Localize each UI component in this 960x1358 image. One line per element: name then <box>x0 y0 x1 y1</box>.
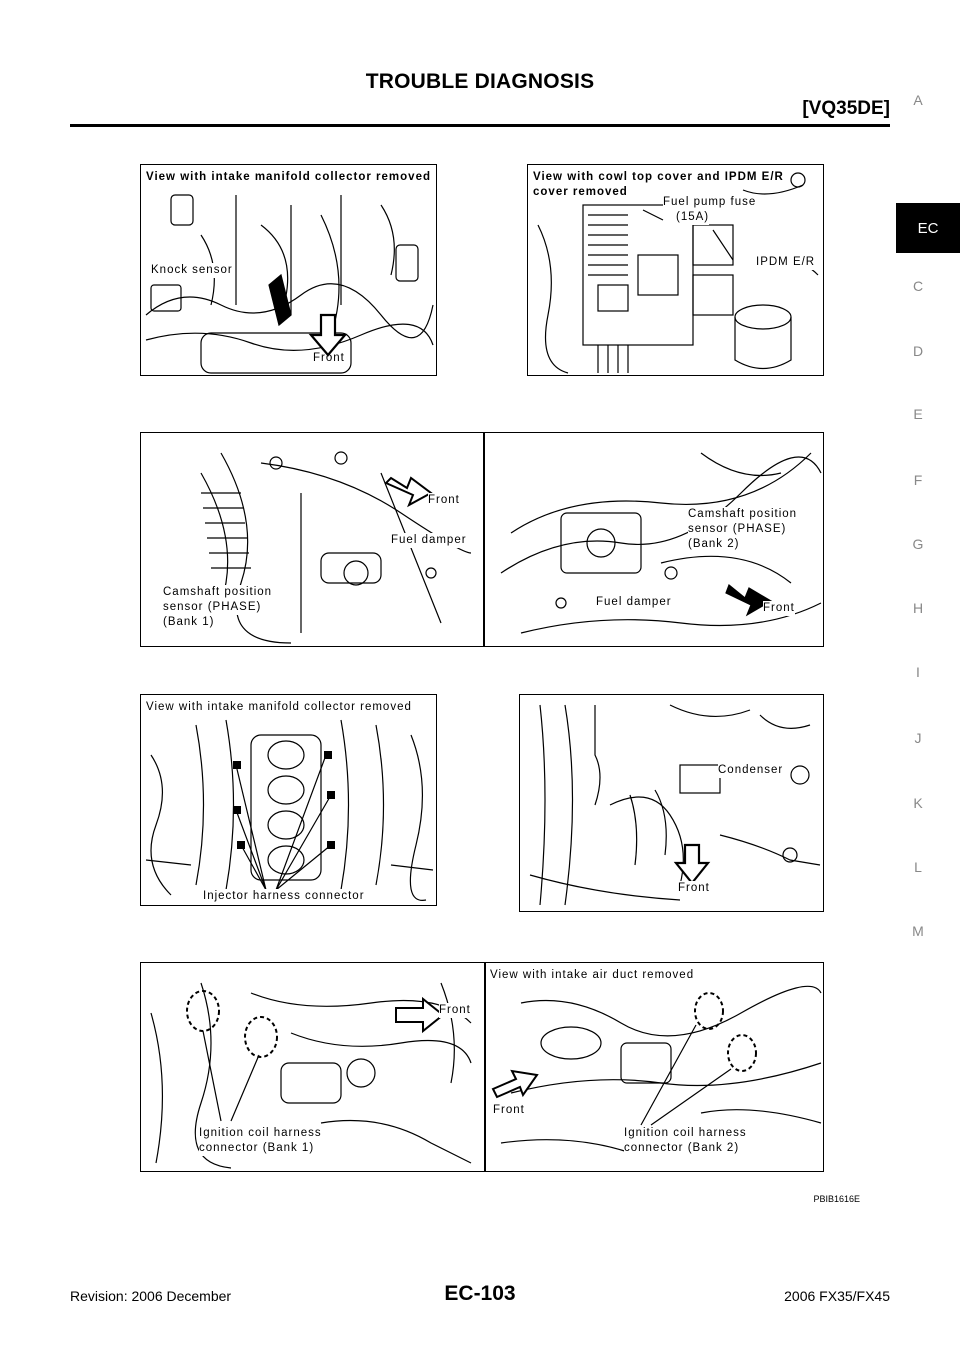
index-letter-a[interactable]: A <box>913 92 923 108</box>
label-fuse-rating: (15A) <box>676 211 710 223</box>
label-fuel-damper-left: Fuel damper <box>391 534 467 546</box>
label-ignition-bank1-line2: connector (Bank 1) <box>199 1142 315 1154</box>
figure-caption-right: View with intake air duct removed <box>490 969 695 981</box>
figure-camshaft-sensors <box>140 432 824 647</box>
front-arrow-icon <box>676 845 708 883</box>
index-letter-e[interactable]: E <box>913 406 923 422</box>
page-number: EC-103 <box>444 1282 516 1305</box>
label-fuel-pump-fuse: Fuel pump fuse <box>663 196 757 208</box>
label-front-left: Front <box>428 494 460 506</box>
label-injector-harness: Injector harness connector <box>203 890 365 902</box>
figure-caption-line2: cover removed <box>533 186 628 198</box>
label-front-right: Front <box>493 1104 525 1116</box>
revision-date: Revision: 2006 December <box>70 1288 232 1304</box>
index-tab-ec-active[interactable]: EC <box>896 203 960 253</box>
index-letter-i[interactable]: I <box>916 664 920 680</box>
injector-illustration <box>141 695 437 906</box>
label-cmp-bank2-line1: Camshaft position <box>688 508 798 520</box>
page-title: TROUBLE DIAGNOSIS <box>365 70 595 93</box>
front-arrow-icon <box>493 1071 537 1097</box>
label-cmp-bank1-line1: Camshaft position <box>163 586 273 598</box>
label-cmp-bank2-line2: sensor (PHASE) <box>688 523 787 535</box>
label-condenser: Condenser <box>718 764 784 776</box>
label-ignition-bank1-line1: Ignition coil harness <box>199 1127 322 1139</box>
figure-caption: View with intake manifold collector removed <box>146 171 431 183</box>
index-letter-m[interactable]: M <box>912 923 924 939</box>
label-cmp-bank1-line3: (Bank 1) <box>163 616 215 628</box>
index-letter-k[interactable]: K <box>913 795 923 811</box>
figure-code: PBIB1616E <box>813 1194 860 1204</box>
figure-knock-sensor <box>140 164 437 376</box>
index-letter-j[interactable]: J <box>914 730 922 746</box>
index-letter-h[interactable]: H <box>912 600 924 616</box>
label-front: Front <box>678 882 710 894</box>
header-rule <box>70 124 890 127</box>
label-ipdm: IPDM E/R <box>756 256 816 268</box>
label-knock-sensor: Knock sensor <box>151 264 233 276</box>
label-ignition-bank2-line1: Ignition coil harness <box>624 1127 747 1139</box>
index-letter-g[interactable]: G <box>912 536 924 552</box>
figure-caption: View with intake manifold collector removed <box>146 701 412 713</box>
index-letter-f[interactable]: F <box>913 472 923 488</box>
engine-code: [VQ35DE] <box>802 98 890 119</box>
index-letter-c[interactable]: C <box>912 278 924 294</box>
index-letter-l[interactable]: L <box>914 859 922 875</box>
label-front-left: Front <box>439 1004 471 1016</box>
label-cmp-bank2-line3: (Bank 2) <box>688 538 740 550</box>
label-cmp-bank1-line2: sensor (PHASE) <box>163 601 262 613</box>
index-letter-d[interactable]: D <box>912 343 924 359</box>
label-front-right: Front <box>763 602 795 614</box>
figure-injector-connector <box>140 694 437 906</box>
vehicle-model: 2006 FX35/FX45 <box>784 1288 890 1304</box>
figure-condenser <box>519 694 824 912</box>
figure-ignition-coil-connectors <box>140 962 824 1172</box>
label-ignition-bank2-line2: connector (Bank 2) <box>624 1142 740 1154</box>
figure-caption-line1: View with cowl top cover and IPDM E/R <box>533 171 784 183</box>
condenser-illustration <box>520 695 824 912</box>
label-front: Front <box>313 352 345 364</box>
figure-fuel-pump-fuse <box>527 164 824 376</box>
label-fuel-damper-right: Fuel damper <box>596 596 672 608</box>
